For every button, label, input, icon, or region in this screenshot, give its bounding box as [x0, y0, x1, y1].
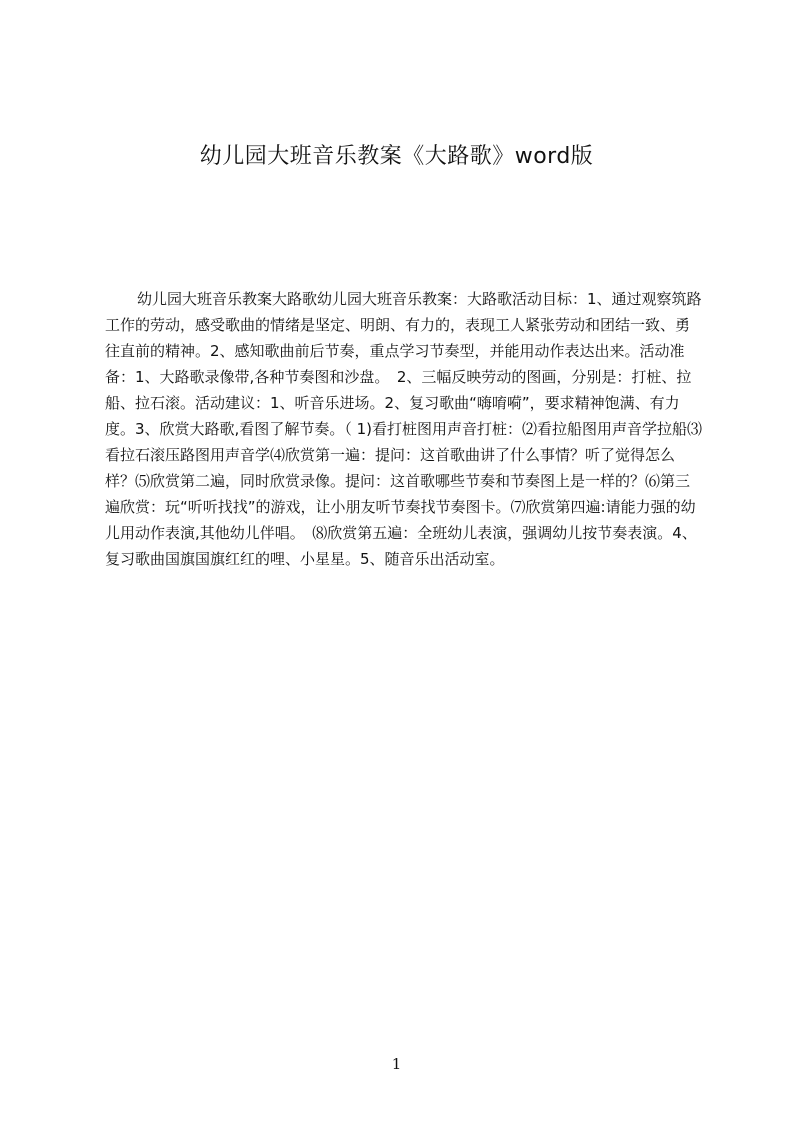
document-title: 幼儿园大班音乐教案《大路歌》word版: [199, 144, 594, 169]
page-number: 1: [391, 1055, 402, 1073]
document-body-paragraph: 幼儿园大班音乐教案大路歌幼儿园大班音乐教案：大路歌活动目标：1、通过观察筑路工作的劳动，感受歌曲的情绪是坚定、明朗、有力的，表现工人紧张劳动和团结一致、勇往直前的精神。2、感知歌曲前后节奏，重点学习节奏型，并能用动作表达出来。活动准备：1、大路歌录像带,各种节奏图和沙盘。 2、三幅反映劳动的图画，分别是：打桩、拉船、拉石滚。活动建议：1、听音乐进场。2、复习歌曲“嗨唷嗬”，要求精神饱满、有力度。3、欣赏大路歌,看图了解节奏。（ 1)看打桩图用声音打桩：⑵看拉船图用声音学拉船⑶看拉石滚压路图用声音学⑷欣赏第一遍：提问：这首歌曲讲了什么事情？听了觉得怎么样？⑸欣赏第二遍，同时欣赏录像。提问：这首歌哪些节奏和节奏图上是一样的？⑹第三遍欣赏：玩“听听找找”的游戏，让小朋友听节奏找节奏图卡。⑺欣赏第四遍:请能力强的幼儿用动作表演,其他幼儿伴唱。 ⑻欣赏第五遍：全班幼儿表演，强调幼儿按节奏表演。4、复习歌曲国旗国旗红红的哩、小星星。5、随音乐出活动室。: [105, 290, 702, 568]
